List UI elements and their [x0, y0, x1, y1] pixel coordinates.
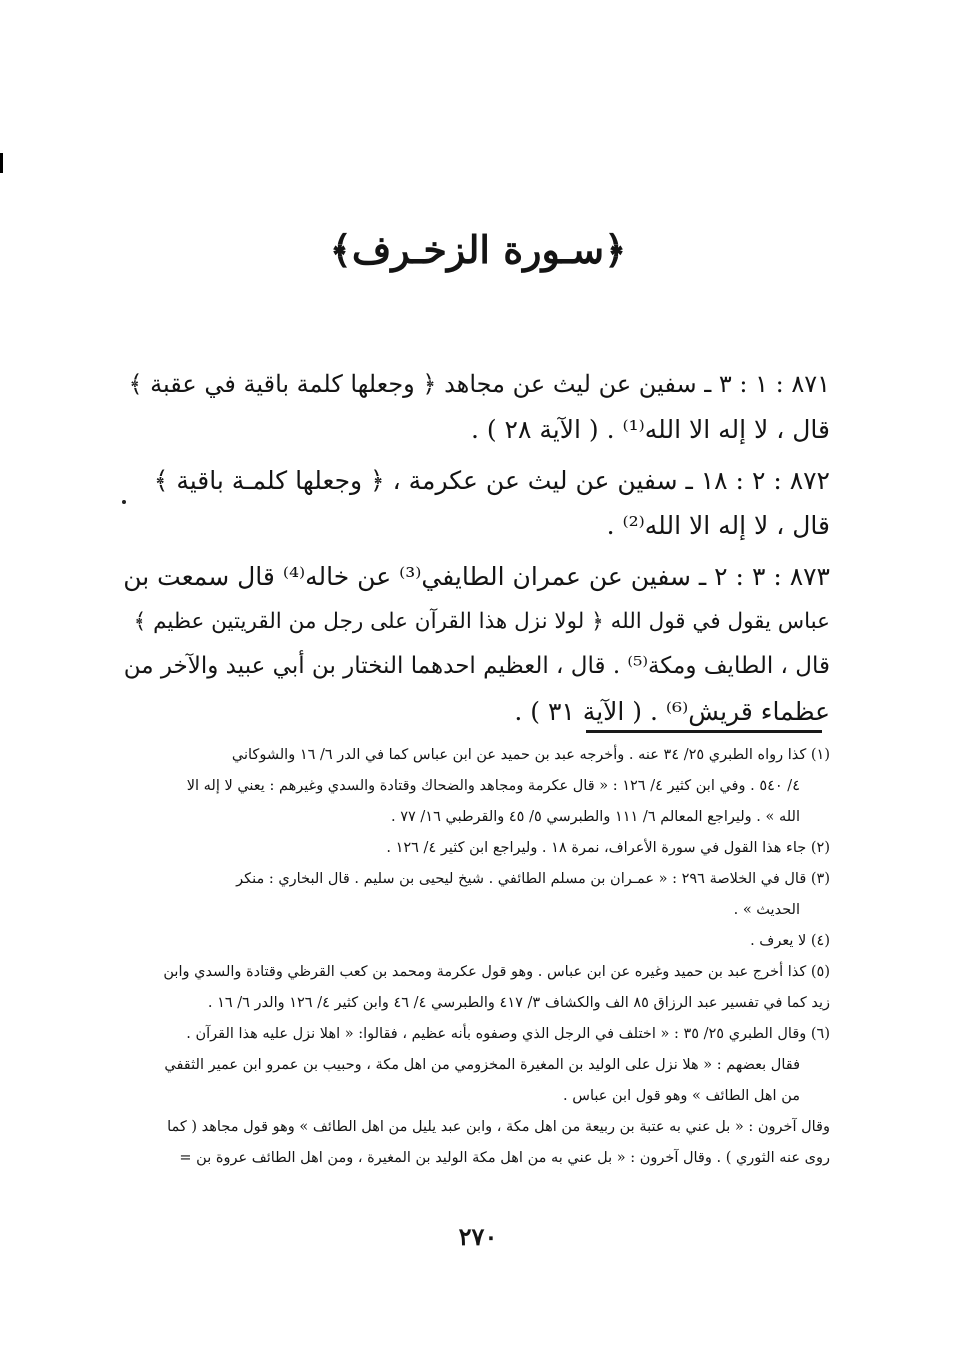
footnote-1 — [118, 740, 830, 833]
footnote-line: (٣) قال في الخلاصة ٢٩٦ : « عمـران بن مسلم الطائفي . شيخ ليحيى بن سليم . قال البخاري : منكر — [236, 871, 830, 887]
footnote-line: (١) كذا رواه الطبري ٢٥/ ٣٤ عنه . وأخرجه عبد بن حميد عن ابن عباس كما في الدر ٦/ ١٦ والشوكاني — [231, 747, 830, 763]
footnote-line: (٢) جاء هذا القول في سورة الأعراف، نمرة ١٨ . وليراجع ابن كثير ٤/ ١٢٦ . — [386, 840, 830, 856]
entry-line: قال ، الطايف ومكة⁽⁵⁾ . قال ، العظيم احدهما النختار بن أبي عبيد والآخر من — [123, 653, 830, 679]
footnote-line: من اهل الطائف » وهو قول ابن عباس . — [563, 1088, 800, 1104]
entry-873 — [118, 554, 830, 734]
entry-line: قال ، لا إله الا الله⁽²⁾ . — [606, 511, 830, 540]
footnote-line: الحديث » . — [733, 902, 800, 918]
entry-line: ٨٧٣ : ٣ : ٢ ـ سفين عن عمران الطايفي⁽³⁾ عن خاله⁽⁴⁾ قال سمعت بن — [123, 562, 830, 591]
footnote-4 — [118, 926, 830, 957]
footnote-separator — [586, 730, 822, 733]
entry-line: عظماء قريش⁽⁶⁾ . ( الآية ٣١ ) . — [514, 697, 830, 726]
footnote-line: (٥) كذا أخرج عبد بن حميد وغيره عن ابن عباس . وهو قول عكرمة ومحمد بن كعب القرظي وقتادة والسدي وابن — [163, 964, 830, 980]
page-number: ٢٧٠ — [458, 1222, 498, 1251]
footnote-line: الله » . وليراجع المعالم ٦/ ١١١ والطبرسي ٥/ ٤٥ والقرطبي ١٦/ ٧٧ . — [391, 809, 800, 825]
entry-871 — [118, 362, 830, 452]
main-text — [118, 362, 830, 740]
footnote-line: فقال بعضهم : « هلا نزل على الوليد بن المغيرة المخزومي من اهل مكة ، وحبيب بن عمرو ابن عمير الثقفي — [164, 1057, 800, 1073]
footnote-2 — [118, 833, 830, 864]
footnote-line: روى عنه الثوري ) . وقال آخرون : « بل عني به من اهل مكة الوليد بن المغيرة ، ومن اهل الطائف عروة بن = — [179, 1150, 830, 1166]
footnote-line: (٦) وقال الطبري ٢٥/ ٣٥ : « اختلف في الرجل الذي وصفوه بأنه عظيم ، فقالوا: « اهلا نزل عليه هذا القرآن . — [186, 1026, 830, 1042]
footnote-line: (٤) لا يعرف . — [750, 933, 830, 949]
footnote-3 — [118, 864, 830, 926]
footnote-line: زيد كما في تفسير عبد الرزاق ٨٥ الف والكشاف ٣/ ٤١٧ والطبرسي ٤/ ٤٦ وابن كثير ٤/ ١٢٦ والدر ٦/ ١٦ . — [207, 995, 830, 1011]
footnote-5 — [118, 957, 830, 1019]
entry-line: عباس يقول في قول الله ﴿ لولا نزل هذا القرآن على رجل من القريتين عظيم ﴾ — [133, 609, 830, 634]
entry-line: قال ، لا إله الا الله⁽¹⁾ . ( الآية ٢٨ ) . — [470, 415, 830, 444]
scan-edge-mark — [0, 153, 3, 173]
ink-dot — [122, 500, 126, 504]
footnote-line: ٤/ ٥٤٠ . وفي ابن كثير ٤/ ١٢٦ : « قال عكرمة ومجاهد والضحاك وقتادة والسدي وغيرهم : يعني لا إله الا — [186, 778, 800, 794]
footnote-line: وقال آخرون : « بل عني به عتبة بن ربيعة من اهل مكة ، وابن عبد يليل من اهل الطائف » وهو قول مجاهد ( كما — [167, 1119, 830, 1135]
entry-line: ٨٧٢ : ٢ : ١٨ ـ سفين عن ليث عن عكرمة ، ﴿ وجعلها كلمـة باقية ﴾ — [153, 466, 830, 495]
footnotes — [118, 740, 830, 1174]
surah-title: ﴿سـورة الزخـرف﴾ — [329, 227, 627, 272]
entry-line: ٨٧١ : ١ : ٣ ـ سفين عن ليث عن مجاهد ﴿ وجعلها كلمة باقية في عقبة ﴾ — [128, 370, 830, 398]
footnote-6 — [118, 1019, 830, 1174]
entry-872 — [118, 458, 830, 548]
